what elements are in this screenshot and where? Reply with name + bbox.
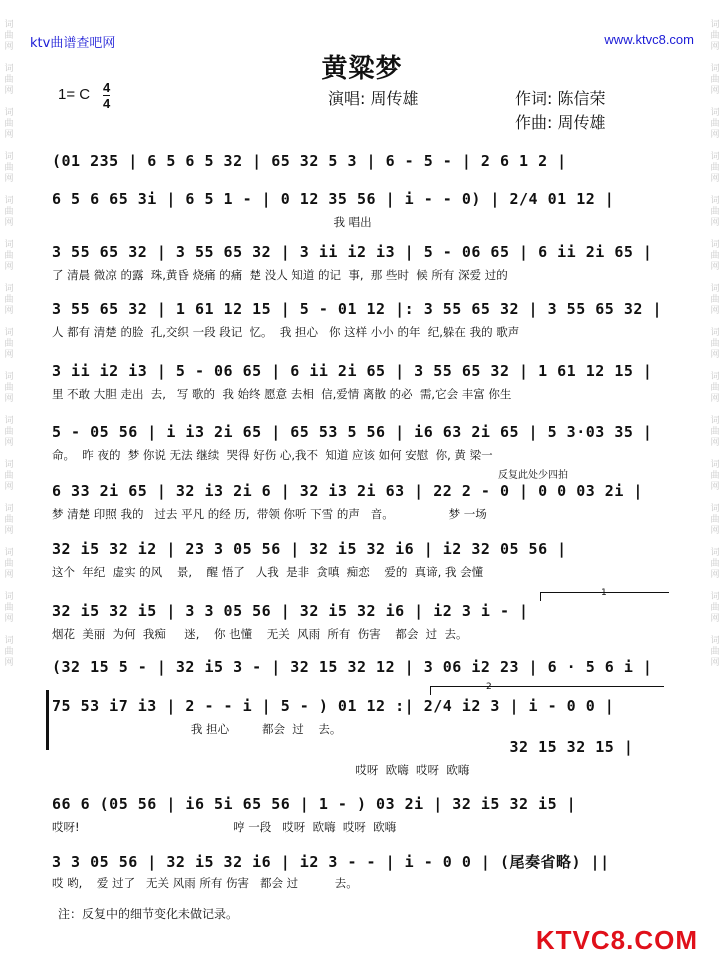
repeat-annotation: 反复此处少四拍	[498, 470, 568, 481]
side-watermark-left: 词 曲 网 词 曲 网 词 曲 网 词 曲 网 词 曲 网 词 曲 网 词 曲 网 词 曲 网 词 曲 网 词 曲 网 词 曲 网 词 曲 网 词 曲 网 词 曲 网 词 曲 网	[4, 20, 14, 668]
notation-line: 3 3 05 56 | 32 i5 32 i6 | i2 3 - - | i - 0 0 | (尾奏省略) ||	[52, 853, 610, 871]
notation-line: (01 235 | 6 5 6 5 32 | 65 32 5 3 | 6 - 5 - | 2 6 1 2 |	[52, 152, 567, 170]
lyric-line: 里 不敢 大胆 走出 去, 写 歌的 我 始终 愿意 去相 信,爱情 离散 的必 需,它会 丰富 你生	[52, 387, 512, 401]
notation-line: 5 - 05 56 | i i3 2i 65 | 65 53 5 56 | i6 63 2i 65 | 5 3·03 35 |	[52, 423, 653, 441]
time-signature-top: 4	[103, 80, 111, 95]
volta-bracket-2	[430, 682, 664, 695]
composer-credit: 作曲: 周传雄	[515, 113, 606, 132]
lyric-line: 我 唱出	[52, 215, 372, 229]
notation-line: 32 i5 32 i2 | 23 3 05 56 | 32 i5 32 i6 | i2 32 05 56 |	[52, 540, 567, 558]
volta-2-label: 2	[486, 682, 492, 692]
site-watermark-right: www.ktvc8.com	[604, 32, 694, 47]
lyric-line: 了 清晨 微凉 的露 珠,黄昏 烧痛 的痛 楚 没人 知道 的记 事, 那 些时 候 所有 深爱 过的	[52, 268, 508, 282]
lyric-line: 哎呀 欧嗨 哎呀 欧嗨	[52, 763, 470, 777]
notation-line: 3 55 65 32 | 1 61 12 15 | 5 - 01 12 |: 3 55 65 32 | 3 55 65 32 |	[52, 300, 662, 318]
notation-line: (32 15 5 - | 32 i5 3 - | 32 15 32 12 | 3 06 i2 23 | 6 · 5 6 i |	[52, 658, 653, 676]
lyric-line: 命。 昨 夜的 梦 你说 无法 继续 哭得 好伤 心,我不 知道 应该 如何 安慰 你, 黄 梁一	[52, 448, 493, 462]
side-watermark-right: 词 曲 网 词 曲 网 词 曲 网 词 曲 网 词 曲 网 词 曲 网 词 曲 网 词 曲 网 词 曲 网 词 曲 网 词 曲 网 词 曲 网 词 曲 网 词 曲 网 词 曲 网	[710, 20, 720, 668]
time-signature	[103, 81, 110, 110]
lyric-line: 哎呀! 哼 一段 哎呀 欧嗨 哎呀 欧嗨	[52, 820, 397, 834]
lyric-line: 我 担心 都会 过 去。	[52, 722, 342, 736]
system-bracket	[46, 690, 49, 750]
site-watermark-left: ktv曲谱查吧网	[30, 36, 116, 51]
lyric-line: 人 都有 清楚 的脸 孔,交织 一段 段记 忆。 我 担心 你 这样 小小 的年 纪,躲在 我的 歌声	[52, 325, 520, 339]
lyric-line: 这个 年纪 虚实 的风 景, 醒 悟了 人我 是非 贪嗔 痴恋 爱的 真谛, 我 会懂	[52, 565, 484, 579]
site-logo: KTVC8.COM	[535, 925, 698, 955]
notation-line: 3 55 65 32 | 3 55 65 32 | 3 ii i2 i3 | 5 - 06 65 | 6 ii 2i 65 |	[52, 243, 653, 261]
lyric-line: 梦 清楚 印照 我的 过去 平凡 的经 历, 带领 你听 下雪 的声 音。 梦 一场	[52, 507, 487, 521]
notation-line: 6 5 6 65 3i | 6 5 1 - | 0 12 35 56 | i - - 0) | 2/4 01 12 |	[52, 190, 615, 208]
notation-line: 6 33 2i 65 | 32 i3 2i 6 | 32 i3 2i 63 | 22 2 - 0 | 0 0 03 2i |	[52, 482, 643, 500]
notation-line: 32 15 32 15 |	[52, 738, 634, 756]
key-signature: 1= C	[58, 86, 91, 103]
lyricist-credit: 作词: 陈信荣	[515, 89, 606, 108]
notation-line: 3 ii i2 i3 | 5 - 06 65 | 6 ii 2i 65 | 3 55 65 32 | 1 61 12 15 |	[52, 362, 653, 380]
notation-line: 32 i5 32 i5 | 3 3 05 56 | 32 i5 32 i6 | i2 3 i - |	[52, 602, 529, 620]
lyric-line: 哎 哟, 爱 过了 无关 风雨 所有 伤害 都会 过 去。	[52, 876, 358, 890]
notation-line: 75 53 i7 i3 | 2 - - i | 5 - ) 01 12 :| 2/4 i2 3 | i - 0 0 |	[52, 697, 615, 715]
singer-credit: 演唱: 周传雄	[328, 89, 419, 108]
footnote: 注：反复中的细节变化未做记录。	[58, 907, 239, 921]
volta-bracket-1	[540, 588, 669, 601]
notation-line: 66 6 (05 56 | i6 5i 65 56 | 1 - ) 03 2i | 32 i5 32 i5 |	[52, 795, 577, 813]
lyric-line: 烟花 美丽 为何 我痴 迷, 你 也懂 无关 风雨 所有 伤害 都会 过 去。	[52, 627, 468, 641]
time-signature-bottom: 4	[103, 96, 111, 111]
song-title: 黄粱梦	[321, 54, 403, 84]
volta-1-label: 1	[601, 588, 607, 598]
